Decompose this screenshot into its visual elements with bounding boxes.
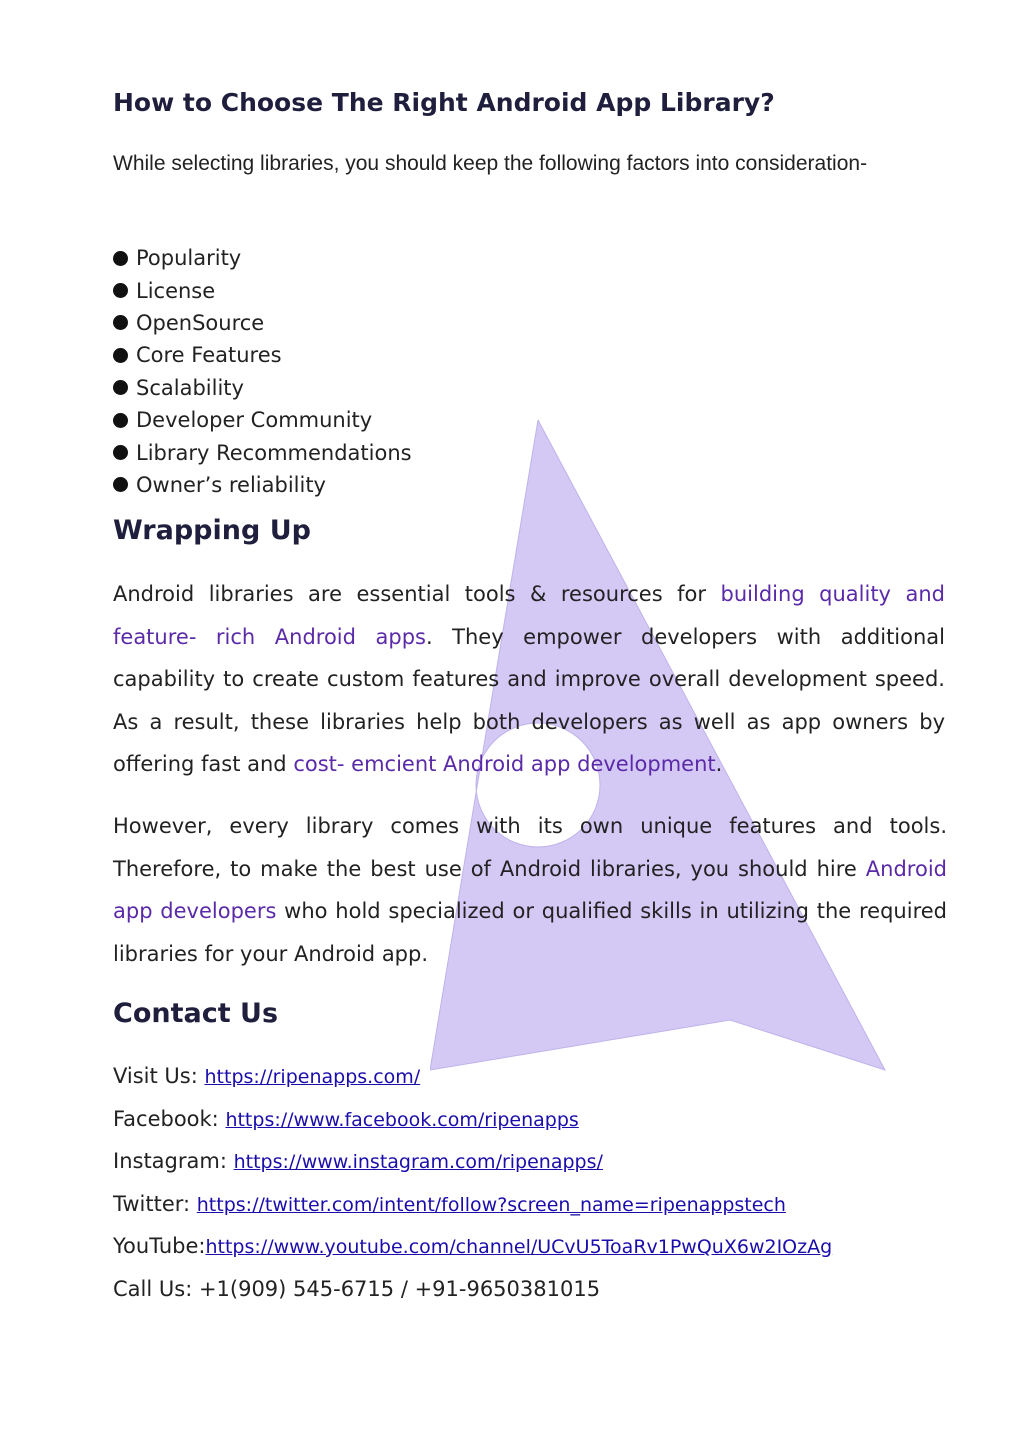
- contact-visit: Visit Us: https://ripenapps.com/: [113, 1064, 421, 1088]
- bullet-icon: [113, 380, 128, 395]
- link-cost-efficient-development[interactable]: cost- emcient Android app development: [293, 752, 716, 776]
- list-item: Popularity: [113, 242, 412, 274]
- bullet-icon: [113, 348, 128, 363]
- list-item: Library Recommendations: [113, 436, 412, 468]
- link-youtube[interactable]: https://www.youtube.com/channel/UCvU5ToaRv1PwQuX6w2IOzAg: [205, 1236, 833, 1258]
- bullet-icon: [113, 445, 128, 460]
- contact-instagram: Instagram: https://www.instagram.com/ripenapps/: [113, 1149, 603, 1173]
- intro-text: While selecting libraries, you should keep the following factors into consideration-: [113, 152, 868, 175]
- bullet-icon: [113, 413, 128, 428]
- contact-list: [113, 1055, 832, 1310]
- link-instagram[interactable]: https://www.instagram.com/ripenapps/: [233, 1151, 603, 1173]
- link-building-quality-apps[interactable]: building quality and feature- rich Android apps: [113, 582, 945, 649]
- wrapping-paragraph-1: Android libraries are essential tools & resources for building quality and feature- rich Android apps. They empower developers with additional capability to create custom features and improve overall development speed. As a result, these libraries help both developers as well as app owners by offering fast and cost- emcient Android app development.: [113, 582, 945, 776]
- bullet-icon: [113, 477, 128, 492]
- bullet-icon: [113, 315, 128, 330]
- link-website[interactable]: https://ripenapps.com/: [204, 1066, 421, 1088]
- list-item: Scalability: [113, 372, 412, 404]
- link-twitter[interactable]: https://twitter.com/intent/follow?screen_name=ripenappstech: [196, 1193, 786, 1216]
- contact-youtube: YouTube:https://www.youtube.com/channel/UCvU5ToaRv1PwQuX6w2IOzAg: [113, 1234, 833, 1258]
- bullet-icon: [113, 251, 128, 266]
- heading-wrapping-up: Wrapping Up: [113, 515, 311, 546]
- bullet-icon: [113, 283, 128, 298]
- contact-facebook: Facebook: https://www.facebook.com/ripenapps: [113, 1106, 579, 1131]
- heading-contact-us: Contact Us: [113, 998, 279, 1029]
- list-item: Developer Community: [113, 404, 412, 436]
- link-facebook[interactable]: https://www.facebook.com/ripenapps: [225, 1108, 579, 1131]
- contact-call: Call Us: +1(909) 545-6715 / +91-9650381015: [113, 1276, 601, 1301]
- factor-list: [113, 242, 412, 501]
- list-item: Owner’s reliability: [113, 469, 412, 501]
- heading-choose-library: How to Choose The Right Android App Library?: [113, 88, 775, 117]
- list-item: License: [113, 274, 412, 306]
- wrapping-paragraph-2: However, every library comes with its own unique features and tools. Therefore, to make the best use of Android libraries, you should hire Android app developers who hold specialized or qualified skills in utilizing the required libraries for your Android app.: [113, 814, 947, 966]
- list-item: Core Features: [113, 339, 412, 371]
- link-android-app-developers[interactable]: Android app developers: [113, 856, 947, 923]
- contact-twitter: Twitter: https://twitter.com/intent/follow?screen_name=ripenappstech: [113, 1191, 786, 1216]
- list-item: OpenSource: [113, 307, 412, 339]
